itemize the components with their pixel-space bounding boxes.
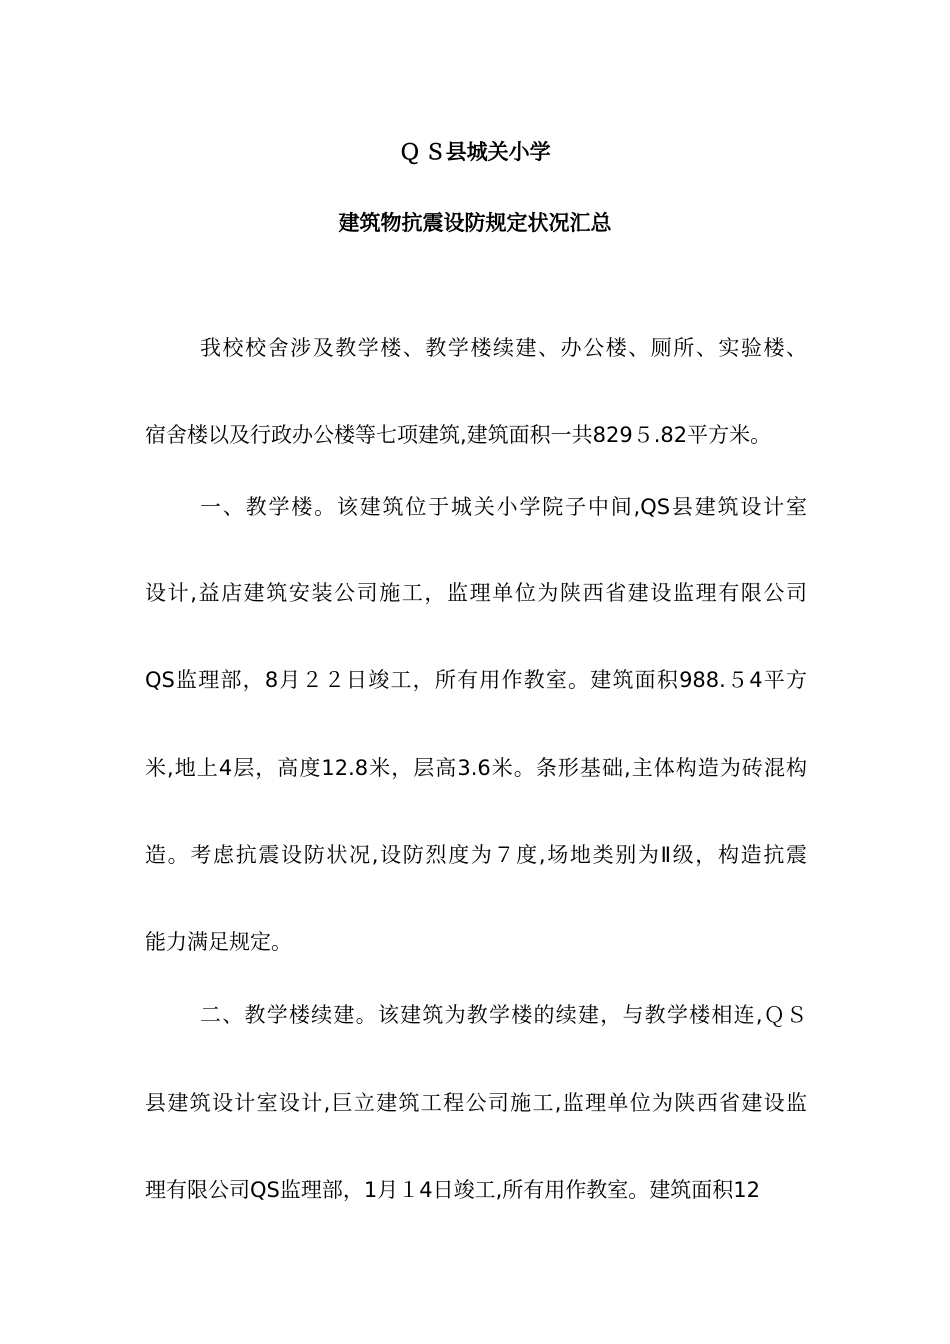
paragraph-section-1-line-1: 一、教学楼。该建筑位于城关小学院子中间,QS县建筑设计室 — [200, 495, 807, 519]
paragraph-section-1-line-4: 米,地上4层，高度12.8米，层高3.6米。条形基础,主体构造为砖混构 — [145, 756, 807, 780]
paragraph-section-2-line-3: 理有限公司QS监理部，1月１4日竣工,所有用作教室。建筑面积12 — [145, 1178, 760, 1202]
document-title: Ｑ Ｓ县城关小学 — [399, 140, 551, 164]
paragraph-intro-line-2: 宿舍楼以及行政办公楼等七项建筑,建筑面积一共829５.82平方米。 — [145, 423, 772, 447]
paragraph-section-2-line-2: 县建筑设计室设计,巨立建筑工程公司施工,监理单位为陕西省建设监 — [145, 1091, 807, 1115]
document-subtitle: 建筑物抗震设防规定状况汇总 — [338, 211, 612, 235]
paragraph-section-2-line-1: 二、教学楼续建。该建筑为教学楼的续建，与教学楼相连,ＱＳ — [200, 1003, 807, 1027]
paragraph-section-1-line-5: 造。考虑抗震设防状况,设防烈度为７度,场地类别为Ⅱ级，构造抗震 — [145, 843, 807, 867]
paragraph-section-1-line-3: QS监理部，8月２２日竣工，所有用作教室。建筑面积988.５4平方 — [145, 668, 807, 692]
paragraph-section-1-line-2: 设计,益店建筑安装公司施工，监理单位为陕西省建设监理有限公司 — [145, 581, 807, 605]
paragraph-intro-line-1: 我校校舍涉及教学楼、教学楼续建、办公楼、厕所、实验楼、 — [200, 336, 807, 360]
paragraph-section-1-line-6: 能力满足规定。 — [145, 930, 292, 954]
